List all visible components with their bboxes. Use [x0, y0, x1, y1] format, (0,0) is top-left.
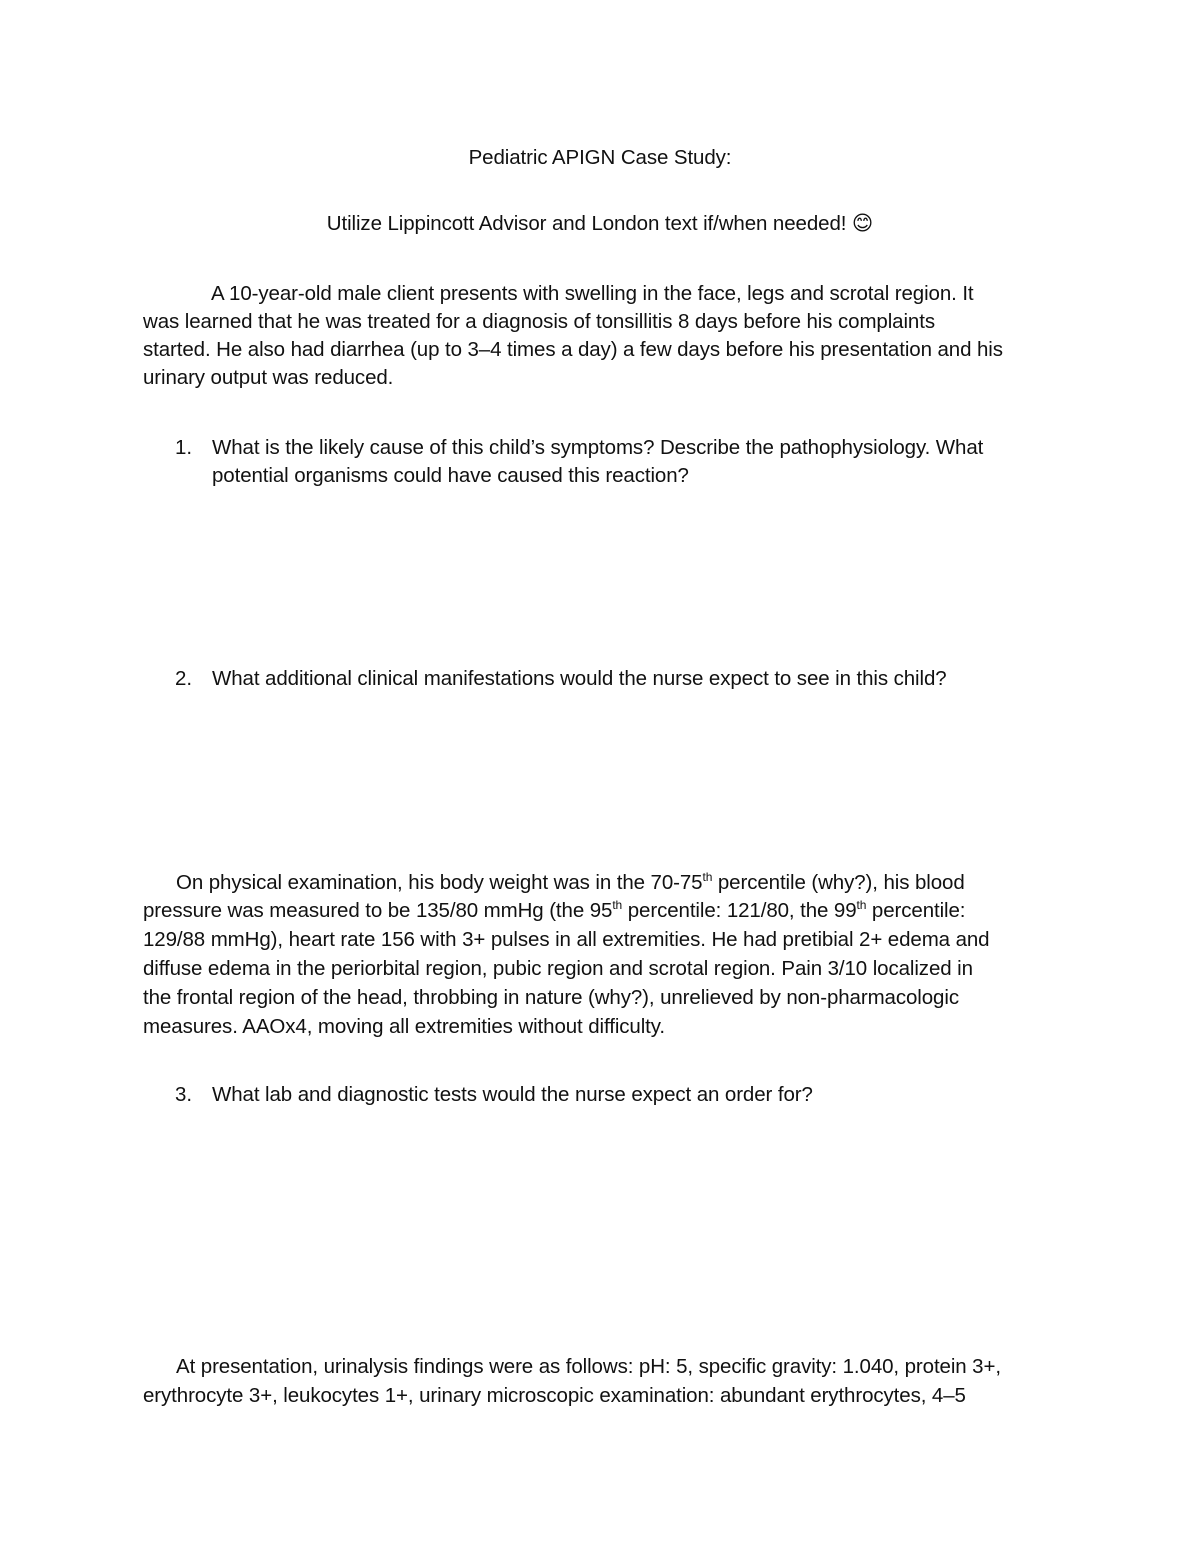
exam-line [143, 897, 965, 925]
exam-text: percentile: 121/80, the 99 [622, 899, 857, 922]
intro-line: started. He also had diarrhea (up to 3–4 times a day) a few days before his presentation and his [143, 338, 1003, 361]
exam-text: pressure was measured to be 135/80 mmHg (the 95 [143, 899, 613, 922]
exam-text: On physical examination, his body weight was in the 70-75 [176, 871, 703, 894]
exam-line: the frontal region of the head, throbbing in nature (why?), unrelieved by non-pharmacologic [143, 986, 959, 1009]
question-text-line: potential organisms could have caused this reaction? [212, 464, 689, 487]
exam-line: diffuse edema in the periorbital region, pubic region and scrotal region. Pain 3/10 localized in [143, 957, 973, 980]
exam-text: percentile (why?), his blood [712, 871, 965, 894]
exam-line: 129/88 mmHg), heart rate 156 with 3+ pulses in all extremities. He had pretibial 2+ edema and [143, 928, 990, 951]
question-text-line: What is the likely cause of this child’s symptoms? Describe the pathophysiology. What [212, 436, 984, 459]
superscript: th [856, 898, 867, 913]
intro-line: was learned that he was treated for a diagnosis of tonsillitis 8 days before his complaints [143, 310, 935, 333]
urinalysis-line: erythrocyte 3+, leukocytes 1+, urinary microscopic examination: abundant erythrocytes, 4–5 [143, 1384, 966, 1407]
superscript: th [612, 898, 623, 913]
superscript: th [702, 870, 713, 885]
question-text-line: What lab and diagnostic tests would the nurse expect an order for? [212, 1083, 813, 1106]
question-text-line: What additional clinical manifestations would the nurse expect to see in this child? [212, 667, 947, 690]
intro-line: A 10-year-old male client presents with swelling in the face, legs and scrotal region. It [211, 282, 974, 305]
exam-text: percentile: [866, 899, 966, 922]
question-number: 3. [175, 1083, 193, 1106]
exam-line [176, 869, 965, 897]
question-number: 1. [175, 436, 193, 459]
urinalysis-line: At presentation, urinalysis findings were as follows: pH: 5, specific gravity: 1.040, protein 3+, [176, 1355, 1001, 1378]
exam-line: measures. AAOx4, moving all extremities without difficulty. [143, 1015, 665, 1038]
intro-line: urinary output was reduced. [143, 366, 394, 389]
document-subtitle: Utilize Lippincott Advisor and London text if/when needed! 😊 [326, 212, 874, 235]
document-title: Pediatric APIGN Case Study: [468, 146, 732, 169]
question-number: 2. [175, 667, 193, 690]
